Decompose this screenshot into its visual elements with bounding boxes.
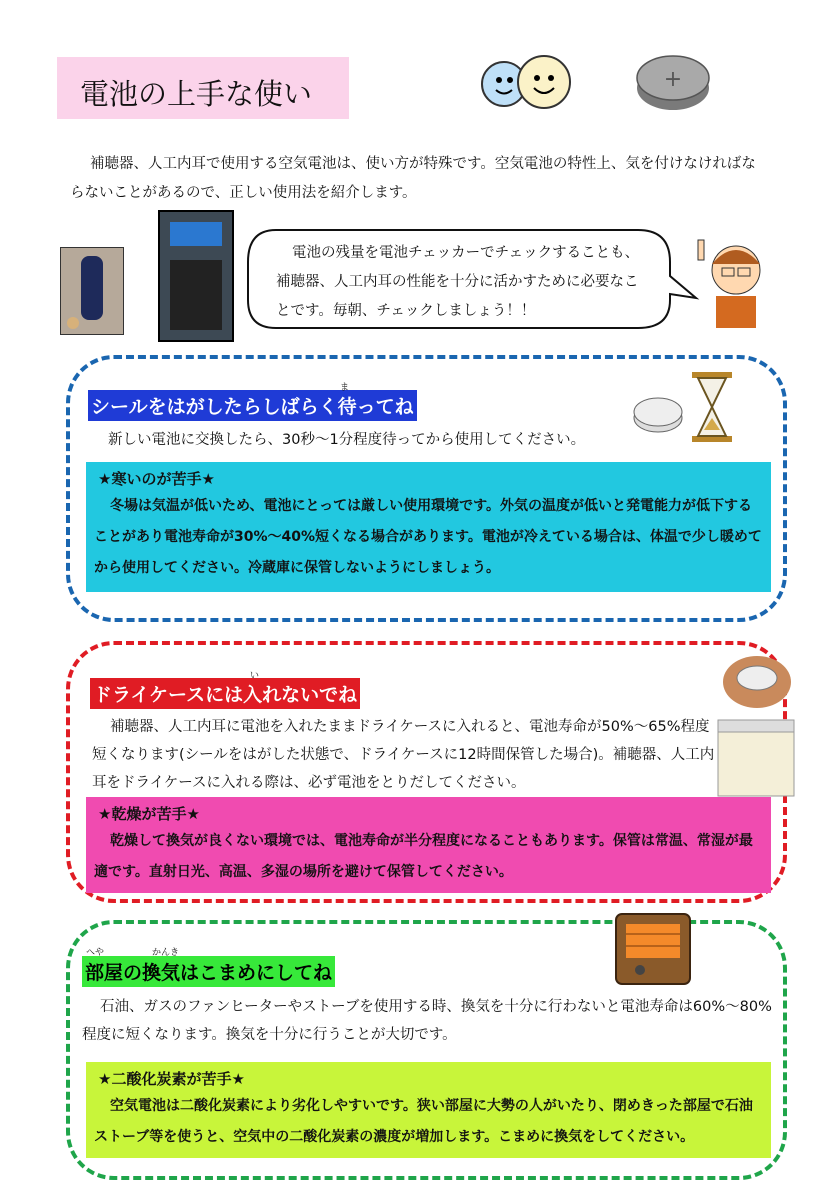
section-3-body: 石油、ガスのファンヒーターやストーブを使用する時、換気を十分に行わないと電池寿命は60%～80%程度に短くなります。換気を十分に行うことが大切です。: [82, 999, 772, 1043]
section-2-tip-heading: ★乾燥が苦手★: [98, 805, 200, 823]
battery-photo: [60, 247, 124, 335]
section-2-tip-body: 乾燥して換気が良くない環境では、電池寿命が半分程度になることもあります。保管は常温、常湿が最適です。直射日光、高温、多湿の場所を避けて保管してください。: [94, 833, 753, 880]
section-3-ruby-2: かんき: [152, 948, 180, 958]
section-2-tip: [86, 797, 771, 893]
section-3-tip-body: 空気電池は二酸化炭素により劣化しやすいです。狭い部屋に大勢の人がいたり、閉めきった部屋で石油ストーブ等を使うと、空気中の二酸化炭素の濃度が増加します。こまめに換気をしてください。: [94, 1098, 753, 1145]
section-1-body: 新しい電池に交換したら、30秒～1分程度待ってから使用してください。: [108, 432, 586, 448]
battery-characters-icon: [472, 52, 582, 112]
battery-tablets-icon: [720, 652, 794, 712]
section-1-tip-body: 冬場は気温が低いため、電池にとっては厳しい使用環境です。外気の温度が低いと発電能力が低下することがあり電池寿命が30%～40%短くなる場合があります。電池が冷えている場合は、体温で少し暖めてから使用してください。冷蔵庫に保管しないようにしましょう。: [94, 498, 762, 576]
section-2-body: 補聴器、人工内耳に電池を入れたままドライケースに入れると、電池寿命が50%～65%程度短くなります(シールをはがした状態で、ドライケースに12時間保管した場合)。補聴器、人工内耳をドライケースに入れる際は、必ず電池をとりだしてください。: [92, 719, 715, 791]
section-3-tip: [86, 1062, 771, 1158]
coin-battery-icon: [633, 54, 713, 112]
bubble-text: 電池の残量を電池チェッカーでチェックすることも、補聴器、人工内耳の性能を十分に活かすために必要なことです。毎朝、チェックしましょう！！: [276, 245, 640, 319]
section-2-ruby: い: [250, 671, 260, 681]
section-3-heading: 部屋の換気はこまめにしてね: [82, 956, 335, 987]
stove-icon: [610, 910, 696, 988]
intro-text: 補聴器、人工内耳で使用する空気電池は、使い方が特殊です。空気電池の特性上、気を付けなければならないことがあるので、正しい使用法を紹介します。: [70, 156, 756, 201]
section-1-tip: [86, 462, 771, 592]
section-1-ruby: ま: [340, 383, 350, 393]
section-3-tip-heading: ★二酸化炭素が苦手★: [98, 1070, 245, 1088]
page-title: 電池の上手な使い: [80, 77, 313, 111]
battery-checker-photo: [158, 210, 234, 342]
section-1-tip-heading: ★寒いのが苦手★: [98, 470, 215, 488]
section-2-heading: ドライケースには入れないでね: [90, 678, 360, 709]
section-3-ruby-1: へや: [86, 948, 105, 958]
hourglass-icon: [690, 370, 734, 444]
teacher-icon: [694, 232, 774, 332]
section-1-heading: シールをはがしたらしばらく待ってね: [88, 390, 417, 421]
svg-text:+: +: [663, 67, 683, 92]
dry-case-icon: [714, 716, 800, 800]
